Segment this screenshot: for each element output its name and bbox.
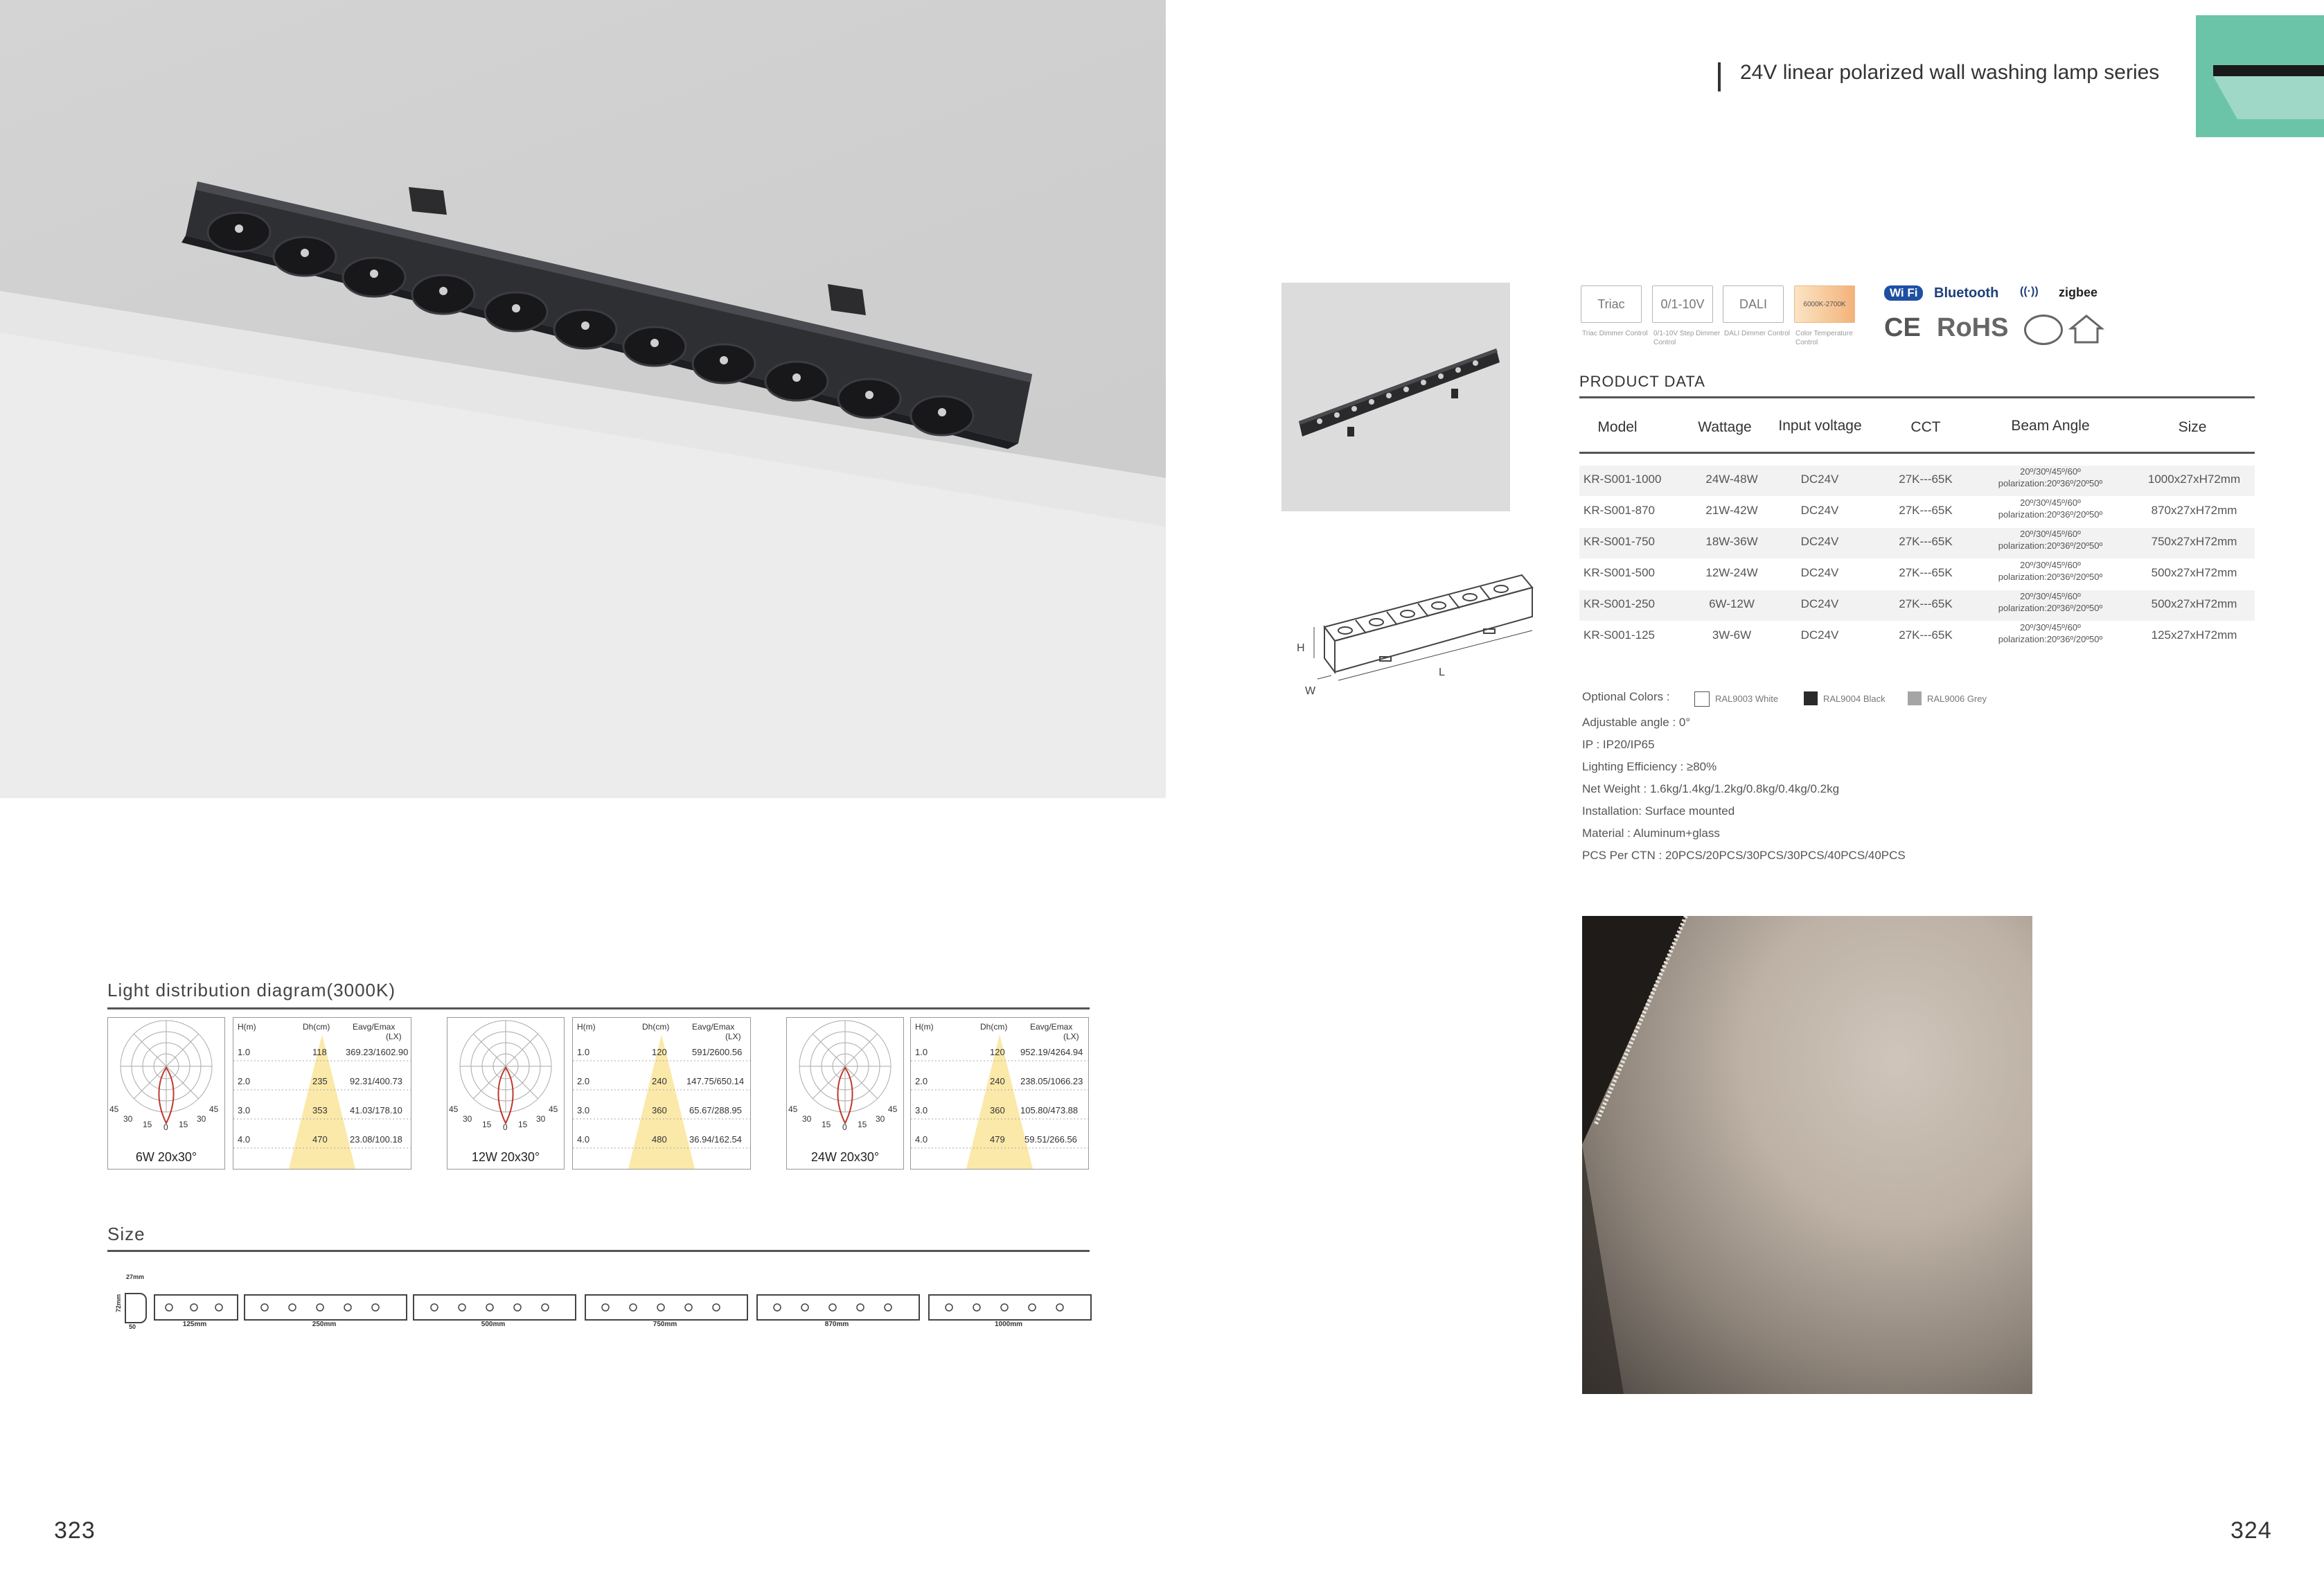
cell-voltage: DC24V [1800, 473, 1839, 486]
length-1000-drawing [928, 1294, 1092, 1321]
length-label: 750mm [585, 1320, 745, 1329]
product-thumbnail [1281, 283, 1510, 511]
table-top-rule [1579, 396, 2255, 398]
col-size: Size [2178, 419, 2207, 435]
triac-control-badge: Triac [1581, 285, 1642, 323]
dali-control-badge: DALI [1723, 285, 1784, 323]
cell-wattage: 3W-6W [1712, 628, 1752, 642]
svg-text:45: 45 [888, 1104, 898, 1114]
col-input-voltage: Input voltage [1778, 418, 1862, 434]
height-label: H [1297, 642, 1305, 654]
swatch-grey [1908, 691, 1922, 705]
cell-model: KR-S001-870 [1584, 504, 1656, 517]
rohs-icon: RoHS [1937, 313, 2009, 342]
diagram-caption: 6W 20x30° [135, 1150, 197, 1164]
cell-size: 1000x27xH72mm [2147, 473, 2241, 486]
polar-diagram [447, 1017, 565, 1170]
ce-icon: CE [1884, 313, 1921, 342]
spec-net-weight: Net Weight : 1.6kg/1.4kg/1.2kg/0.8kg/0.4kg/0.2kg [1582, 782, 1840, 795]
svg-text:30: 30 [123, 1114, 133, 1124]
cell-model: KR-S001-500 [1584, 566, 1656, 579]
light-distribution-rule [107, 1007, 1090, 1009]
cell-beam-angle: 20º/30º/45º/60º polarization:20º36º/20º50º [1998, 591, 2103, 613]
table-row [1579, 528, 2255, 558]
svg-text:15: 15 [143, 1120, 152, 1129]
cell-beam-angle: 20º/30º/45º/60º polarization:20º36º/20º50º [1998, 560, 2103, 582]
svg-text:30: 30 [802, 1114, 812, 1124]
light-distribution-title: Light distribution diagram(3000K) [107, 980, 396, 1000]
length-750-drawing [585, 1294, 748, 1321]
length-label: 870mm [756, 1320, 917, 1329]
svg-text:45: 45 [109, 1104, 119, 1114]
page-number-right: 324 [2230, 1517, 2272, 1544]
optional-colors-label: Optional Colors : [1582, 690, 1670, 703]
svg-text:15: 15 [518, 1120, 528, 1129]
table-row [1579, 466, 2255, 496]
cell-cct: 27K---65K [1899, 535, 1953, 548]
cell-cct: 27K---65K [1899, 566, 1953, 579]
swatch-black [1804, 691, 1818, 705]
cell-size: 125x27xH72mm [2151, 628, 2237, 642]
cell-beam-angle: 20º/30º/45º/60º polarization:20º36º/20º50º [1998, 497, 2103, 520]
ccc-icon [2024, 315, 2063, 345]
spec-ip: IP : IP20/IP65 [1582, 738, 1655, 751]
swatch-grey-label: RAL9006 Grey [1927, 694, 1987, 704]
cell-beam-angle: 20º/30º/45º/60º polarization:20º36º/20º50º [1998, 622, 2103, 644]
col-cct: CCT [1910, 419, 1941, 435]
swatch-white-label: RAL9003 White [1715, 694, 1779, 704]
zigbee-icon: zigbee [2059, 285, 2098, 299]
swatch-white [1694, 691, 1710, 707]
svg-text:45: 45 [209, 1104, 219, 1114]
svg-text:30: 30 [197, 1114, 206, 1124]
dimming-0-10v-badge: 0/1-10V [1652, 285, 1713, 323]
length-870-drawing [756, 1294, 920, 1321]
size-title: Size [107, 1224, 145, 1244]
svg-text:30: 30 [536, 1114, 546, 1124]
diagram-caption: 12W 20x30° [471, 1150, 540, 1164]
cell-voltage: DC24V [1800, 628, 1839, 642]
svg-text:30: 30 [463, 1114, 472, 1124]
cell-voltage: DC24V [1800, 504, 1839, 517]
dimming-caption: 0/1-10V Step Dimmer Control [1653, 330, 1721, 346]
cell-wattage: 18W-36W [1705, 535, 1758, 548]
dimension-drawing [1290, 561, 1546, 700]
length-250-drawing [244, 1294, 407, 1321]
svg-text:0: 0 [842, 1122, 847, 1132]
cell-cct: 27K---65K [1899, 628, 1953, 642]
col-wattage: Wattage [1698, 419, 1752, 435]
hero-photo [0, 0, 1166, 798]
svg-text:15: 15 [822, 1120, 831, 1129]
svg-text:45: 45 [549, 1104, 558, 1114]
polar-diagram [786, 1017, 904, 1170]
cell-voltage: DC24V [1800, 535, 1839, 548]
table-row [1579, 621, 2255, 652]
illuminance-table: H(m) Dh(cm) Eavg/Emax (LX) 1.0 120 952.19/4264.94 2.0 240 238.05/1066.23 3.0 360 105.80/473.88 4.0 479 59.51/266.56 [910, 1017, 1089, 1170]
page-number-left: 323 [54, 1517, 96, 1544]
svg-text:15: 15 [179, 1120, 188, 1129]
length-label: 1000mm [928, 1320, 1089, 1329]
certification-icons [1884, 284, 2120, 353]
svg-text:45: 45 [788, 1104, 798, 1114]
spec-installation: Installation: Surface mounted [1582, 804, 1735, 818]
cell-size: 500x27xH72mm [2151, 597, 2237, 610]
cell-size: 870x27xH72mm [2151, 504, 2237, 517]
cell-cct: 27K---65K [1899, 597, 1953, 610]
spec-pcs-per-ctn: PCS Per CTN : 20PCS/20PCS/30PCS/30PCS/40PCS/40PCS [1582, 849, 1906, 862]
width-label: W [1305, 685, 1316, 697]
cell-size: 500x27xH72mm [2151, 566, 2237, 579]
length-125-drawing [154, 1294, 238, 1321]
diagram-caption: 24W 20x30° [810, 1150, 880, 1164]
cct-caption: Color Temperature Control [1795, 330, 1853, 346]
cell-wattage: 21W-42W [1705, 504, 1758, 517]
signal-icon: ((·)) [2020, 285, 2039, 297]
polar-diagram [107, 1017, 225, 1170]
spec-efficiency: Lighting Efficiency : ≥80% [1582, 760, 1717, 773]
svg-text:15: 15 [858, 1120, 867, 1129]
illuminance-table: H(m) Dh(cm) Eavg/Emax (LX) 1.0 118 369.23/1602.90 2.0 235 92.31/400.73 3.0 353 41.03/178.10 4.0 470 23.08/100.18 [233, 1017, 411, 1170]
table-row [1579, 559, 2255, 590]
col-beam-angle: Beam Angle [2011, 418, 2090, 434]
wifi-icon: Wi Fi [1884, 285, 1923, 301]
swatch-black-label: RAL9004 Black [1823, 694, 1886, 704]
svg-text:45: 45 [449, 1104, 459, 1114]
size-rule [107, 1250, 1090, 1252]
svg-text:0: 0 [503, 1122, 508, 1132]
cell-beam-angle: 20º/30º/45º/60º polarization:20º36º/20º50º [1998, 529, 2103, 551]
cell-model: KR-S001-750 [1584, 535, 1656, 548]
cell-wattage: 6W-12W [1709, 597, 1755, 610]
corner-tab [2196, 15, 2324, 137]
dali-caption: DALI Dimmer Control [1724, 330, 1791, 337]
bluetooth-icon: Bluetooth [1934, 285, 1999, 301]
lamp-thumbnail-image [1281, 283, 1510, 511]
profile-drawing: 27mm 72mm 50 [109, 1272, 151, 1334]
cell-model: KR-S001-1000 [1584, 473, 1662, 486]
length-label: 125mm [154, 1320, 236, 1329]
cell-model: KR-S001-125 [1584, 628, 1656, 642]
cell-wattage: 12W-24W [1705, 566, 1758, 579]
svg-text:0: 0 [163, 1122, 168, 1132]
svg-text:15: 15 [482, 1120, 492, 1129]
cell-wattage: 24W-48W [1705, 473, 1758, 486]
svg-text:30: 30 [876, 1114, 885, 1124]
wall-wash-photo [1582, 916, 2032, 1394]
cell-beam-angle: 20º/30º/45º/60º polarization:20º36º/20º50º [1998, 466, 2103, 488]
spec-adjustable-angle: Adjustable angle : 0° [1582, 716, 1691, 729]
length-label: 500mm [413, 1320, 574, 1329]
col-model: Model [1597, 419, 1638, 435]
cell-cct: 27K---65K [1899, 504, 1953, 517]
hero-lamp-illustration [0, 0, 1166, 798]
length-500-drawing [413, 1294, 576, 1321]
product-data-title: PRODUCT DATA [1579, 373, 1705, 390]
cell-voltage: DC24V [1800, 566, 1839, 579]
cell-cct: 27K---65K [1899, 473, 1953, 486]
table-row [1579, 497, 2255, 527]
lamp-icon [2196, 15, 2324, 137]
header-divider [1718, 62, 1721, 91]
length-label: L [1439, 667, 1445, 678]
table-row [1579, 590, 2255, 621]
cell-size: 750x27xH72mm [2151, 535, 2237, 548]
color-temperature-badge: 6000K-2700K [1794, 285, 1855, 323]
triac-caption: Triac Dimmer Control [1582, 330, 1648, 337]
cell-voltage: DC24V [1800, 597, 1839, 610]
cell-model: KR-S001-250 [1584, 597, 1656, 610]
illuminance-table: H(m) Dh(cm) Eavg/Emax (LX) 1.0 120 591/2600.56 2.0 240 147.75/650.14 3.0 360 65.67/288.95 4.0 480 36.94/162.54 [572, 1017, 751, 1170]
home-icon [2068, 313, 2104, 345]
page-title: 24V linear polarized wall washing lamp series [1740, 61, 2160, 84]
length-label: 250mm [244, 1320, 405, 1329]
table-header-rule [1579, 452, 2255, 454]
spec-material: Material : Aluminum+glass [1582, 827, 1720, 840]
